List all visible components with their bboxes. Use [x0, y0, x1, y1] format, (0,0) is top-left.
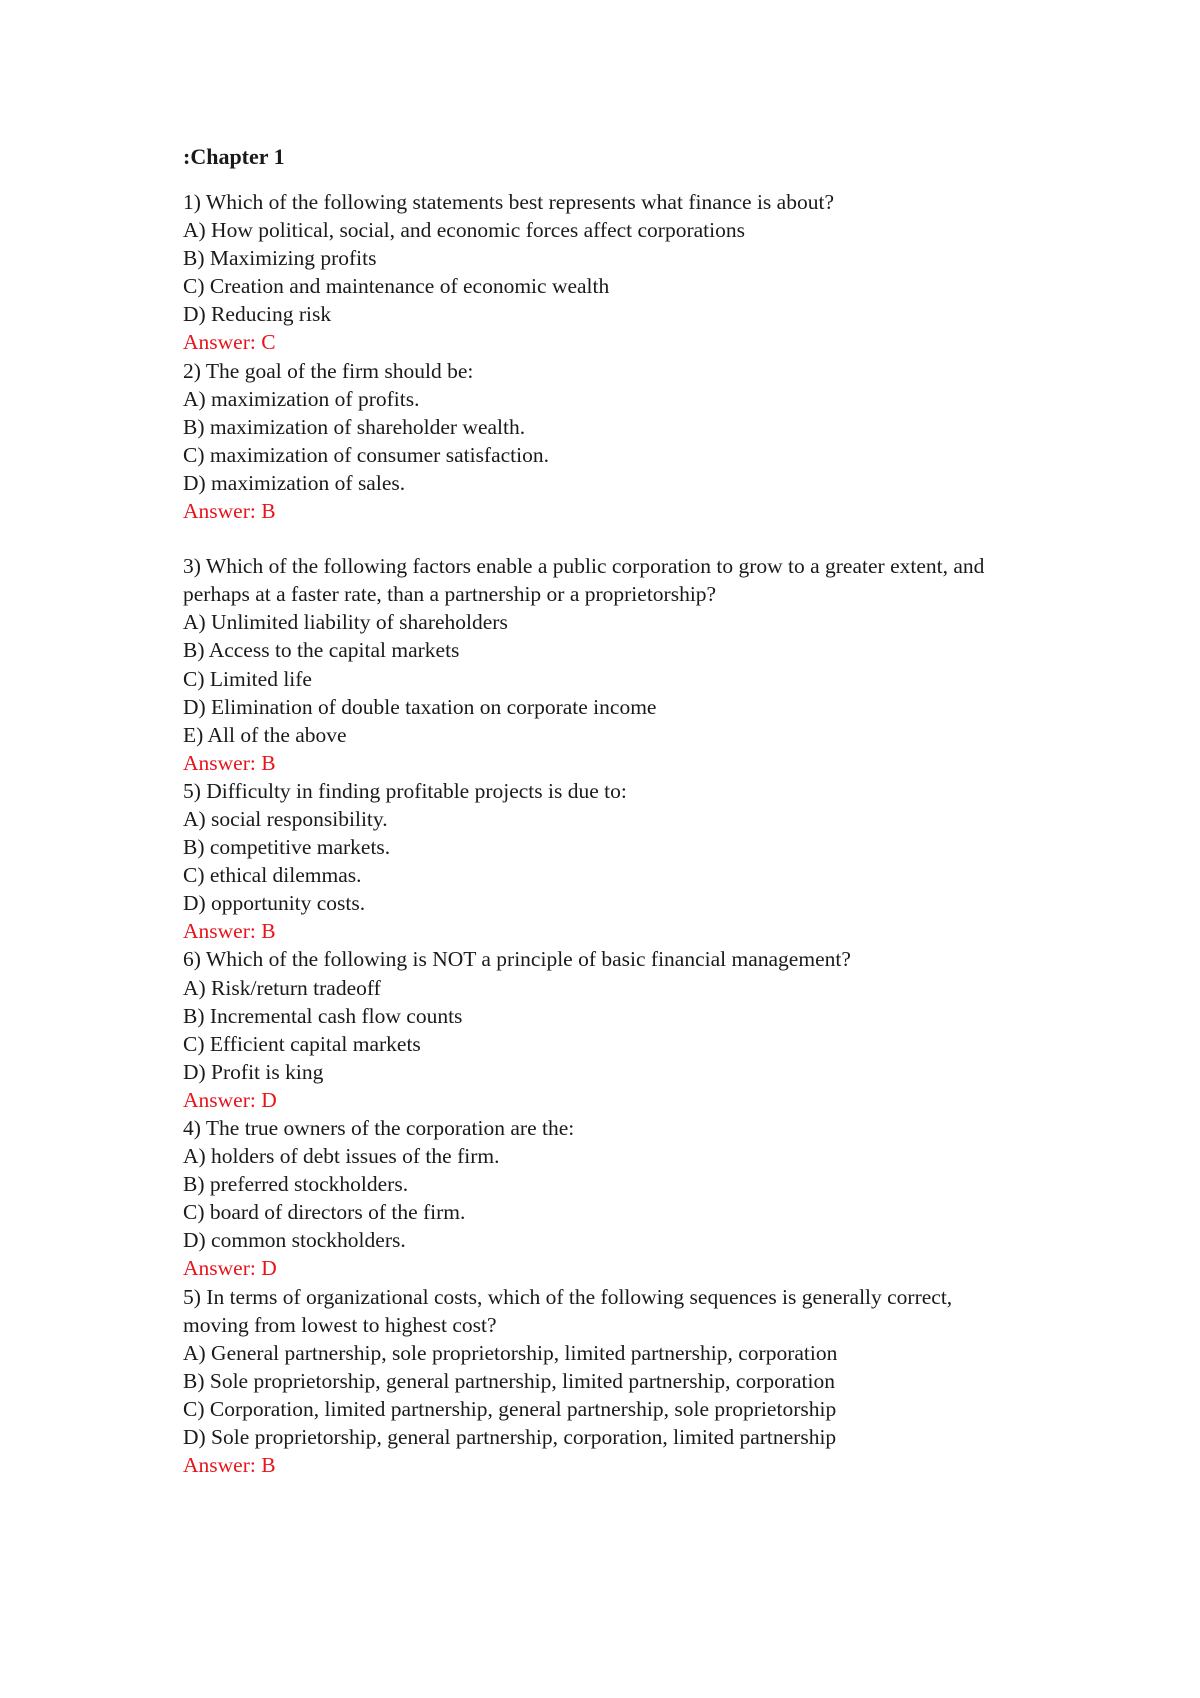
option-b: B) Access to the capital markets — [183, 638, 460, 663]
question-block-1 — [183, 188, 1003, 357]
question-block-7 — [183, 1283, 1003, 1480]
question-block-4 — [183, 777, 1003, 946]
option-d: D) Elimination of double taxation on corporate income — [183, 694, 657, 719]
option-d: D) Sole proprietorship, general partnership, corporation, limited partnership — [183, 1425, 837, 1450]
question-block-6 — [183, 1114, 1003, 1283]
option-b: B) Maximizing profits — [183, 246, 377, 271]
paragraph-gap — [183, 525, 1003, 552]
question-text: 5) Difficulty in finding profitable projects is due to: — [183, 778, 627, 803]
question-block-5 — [183, 945, 1003, 1114]
answer-text: Answer: C — [183, 330, 276, 355]
question-block-3 — [183, 552, 1003, 777]
option-e: E) All of the above — [183, 722, 347, 747]
option-a: A) Risk/return tradeoff — [183, 975, 381, 1000]
answer-text: Answer: D — [183, 1087, 277, 1112]
question-text: 6) Which of the following is NOT a principle of basic financial management? — [183, 947, 851, 972]
option-a: A) social responsibility. — [183, 806, 388, 831]
question-text: 3) Which of the following factors enable a public corporation to grow to a greater extent, and perhaps at a faster rate, than a partnership or a proprietorship? — [183, 554, 985, 607]
option-b: B) maximization of shareholder wealth. — [183, 414, 526, 439]
option-a: A) holders of debt issues of the firm. — [183, 1144, 500, 1169]
option-b: B) preferred stockholders. — [183, 1172, 409, 1197]
answer-text: Answer: B — [183, 919, 276, 944]
option-d: D) Profit is king — [183, 1059, 324, 1084]
question-text: 5) In terms of organizational costs, which of the following sequences is generally correct, moving from lowest to highest cost? — [183, 1284, 953, 1337]
option-c: C) board of directors of the firm. — [183, 1200, 466, 1225]
answer-text: Answer: B — [183, 750, 276, 775]
option-d: D) opportunity costs. — [183, 891, 366, 916]
option-a: A) How political, social, and economic forces affect corporations — [183, 218, 745, 243]
question-block-2 — [183, 357, 1003, 526]
document-page — [183, 143, 1003, 1479]
answer-text: Answer: D — [183, 1256, 277, 1281]
option-c: C) ethical dilemmas. — [183, 863, 362, 888]
option-b: B) Incremental cash flow counts — [183, 1003, 463, 1028]
chapter-heading: :Chapter 1 — [183, 144, 285, 169]
option-a: A) General partnership, sole proprietorship, limited partnership, corporation — [183, 1340, 838, 1365]
question-text: 4) The true owners of the corporation are the: — [183, 1116, 575, 1140]
option-d: D) maximization of sales. — [183, 470, 406, 495]
option-b: B) competitive markets. — [183, 835, 391, 860]
answer-text: Answer: B — [183, 1453, 276, 1478]
question-text: 2) The goal of the firm should be: — [183, 358, 474, 383]
question-text: 1) Which of the following statements best represents what finance is about? — [183, 190, 834, 214]
option-d: D) Reducing risk — [183, 302, 332, 327]
option-c: C) Creation and maintenance of economic wealth — [183, 274, 610, 299]
option-c: C) Corporation, limited partnership, general partnership, sole proprietorship — [183, 1396, 837, 1421]
option-a: A) maximization of profits. — [183, 386, 420, 411]
option-d: D) common stockholders. — [183, 1228, 406, 1253]
option-c: C) Limited life — [183, 666, 312, 691]
answer-text: Answer: B — [183, 499, 276, 524]
option-b: B) Sole proprietorship, general partnership, limited partnership, corporation — [183, 1368, 835, 1393]
option-c: C) Efficient capital markets — [183, 1031, 421, 1056]
option-a: A) Unlimited liability of shareholders — [183, 610, 508, 635]
option-c: C) maximization of consumer satisfaction. — [183, 442, 550, 467]
